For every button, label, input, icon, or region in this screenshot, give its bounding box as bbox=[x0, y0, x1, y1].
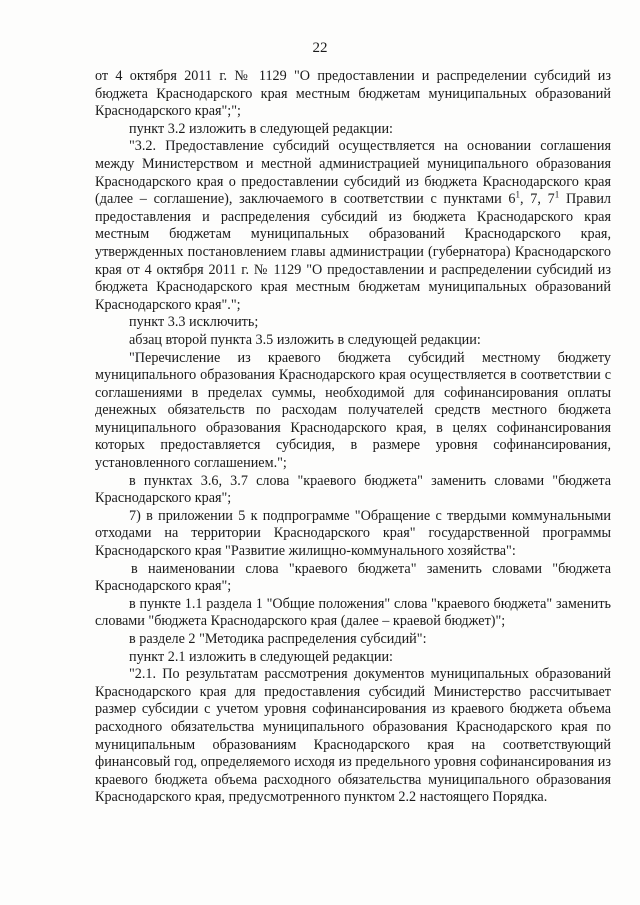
paragraph-item-3-5-intro: абзац второй пункта 3.5 изложить в следующей редакции: bbox=[129, 331, 481, 348]
superscript: 1 bbox=[515, 189, 521, 200]
paragraph-item-3-5-text: "Перечисление из краевого бюджета субсидий местному бюджету муниципального образования Краснодарского края осуществляется в соответствии с соглашениями в пределах суммы, необходимой для софинансирования оплаты денежных обязательств по расходам получателей средств местного бюджета муниципального образования Краснодарского края, в целях софинансирования которых предоставляется субсидия, в размере уровня софинансирования, установленного соглашением."; bbox=[95, 349, 611, 472]
paragraph-item-3-2-intro: пункт 3.2 изложить в следующей редакции: bbox=[129, 120, 393, 137]
superscript: 1 bbox=[554, 189, 560, 200]
paragraph-title-change: в наименовании слова "краевого бюджета" заменить словами "бюджета Краснодарского края"; bbox=[95, 560, 611, 595]
paragraph-items-3-6-3-7: в пунктах 3.6, 3.7 слова "краевого бюджета" заменить словами "бюджета Краснодарского края"; bbox=[95, 472, 611, 507]
paragraph-item-3-2-text bbox=[95, 138, 611, 314]
paragraph-section-2: в разделе 2 "Методика распределения субсидий": bbox=[129, 631, 427, 647]
page-number: 22 bbox=[312, 40, 328, 56]
paragraph-item-2-1-text: "2.1. По результатам рассмотрения документов муниципальных образований Краснодарского края для предоставления субсидий Министерство рассчитывает размер субсидии с учетом уровня софинансирования из краевого бюджета объема расходного обязательства муниципального образования Краснодарского края по муниципальным образованиям Краснодарского края на соответствующий финансовый год, определяемого исходя из предельного уровня софинансирования из краевого бюджета объема расходного обязательства муниципального образования Краснодарского края, предусмотренного пунктом 2.2 настоящего Порядка. bbox=[95, 666, 611, 806]
text-fragment: "3.2. Предоставление субсидий осуществляется на основании соглашения между Министерством и местной администрацией муниципального образования Краснодарского края о предоставлении субсидий из бюджета Краснодарского края (далее – соглашение), заключаемого в соответствии с пунктами 6 bbox=[95, 138, 611, 208]
document-body bbox=[95, 68, 611, 807]
text-fragment: , 7, 7 bbox=[520, 191, 555, 208]
paragraph-item-1-1: в пункте 1.1 раздела 1 "Общие положения" слова "краевого бюджета" заменить словами "бюджета Краснодарского края (далее – краевой бюджет)"; bbox=[95, 595, 611, 630]
paragraph-item-7: 7) в приложении 5 к подпрограмме "Обращение с твердыми коммунальными отходами на территории Краснодарского края" государственной программы Краснодарского края "Развитие жилищно-коммунального хозяйства": bbox=[95, 507, 611, 560]
paragraph-continuation: от 4 октября 2011 г. № 1129 "О предоставлении и распределении субсидий из бюджета Краснодарского края местным бюджетам муниципальных образований Краснодарского края";"; bbox=[95, 68, 611, 120]
paragraph-item-3-3: пункт 3.3 исключить; bbox=[129, 314, 259, 331]
paragraph-item-2-1-intro: пункт 2.1 изложить в следующей редакции: bbox=[129, 648, 393, 665]
text-fragment: Правил предоставления и распределения субсидий из бюджета Краснодарского края местным бюджетам муниципальных образований Краснодарского края, утвержденных постановлением главы администрации (губернатора) Краснодарского края от 4 октября 2011 г. № 1129 "О предоставлении и распределении субсидий из бюджета Краснодарского края местным бюджетам муниципальных образований Краснодарского края"."; bbox=[95, 191, 611, 313]
